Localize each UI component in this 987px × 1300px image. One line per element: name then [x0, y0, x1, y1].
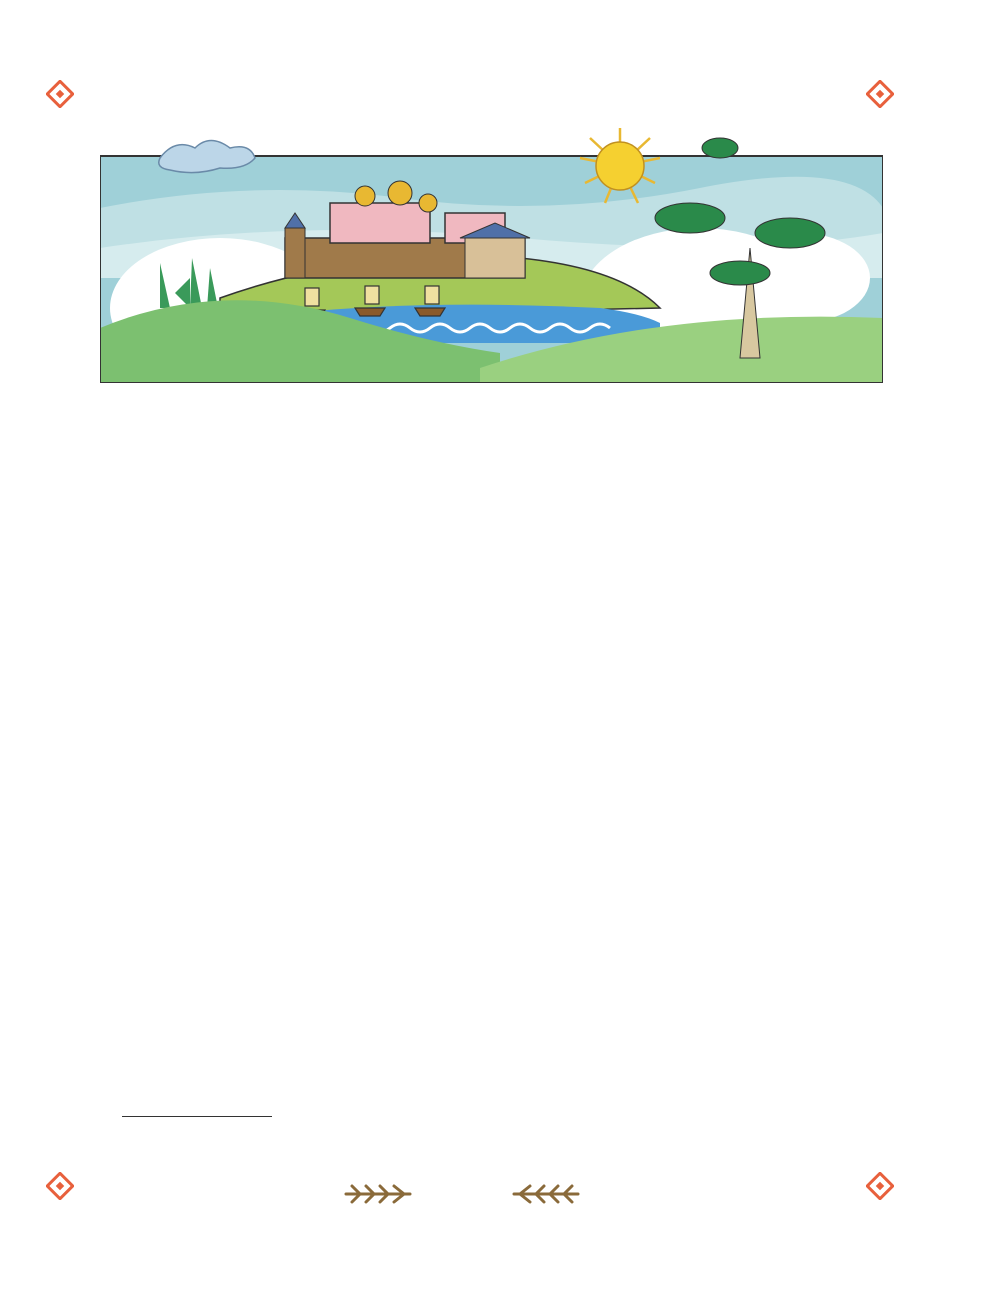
arrow-ornament-right-icon [510, 1180, 582, 1208]
arrow-ornament-left-icon [342, 1180, 414, 1208]
corner-diamond-bottom-left [46, 1172, 74, 1200]
top-ornament-border [40, 70, 947, 110]
corner-diamond-top-left [46, 80, 74, 108]
left-ornament-border [40, 105, 80, 1155]
kremlin-landscape-illustration [100, 118, 883, 383]
corner-diamond-top-right [866, 80, 894, 108]
corner-diamond-bottom-right [866, 1172, 894, 1200]
footnote-divider [122, 1116, 272, 1117]
